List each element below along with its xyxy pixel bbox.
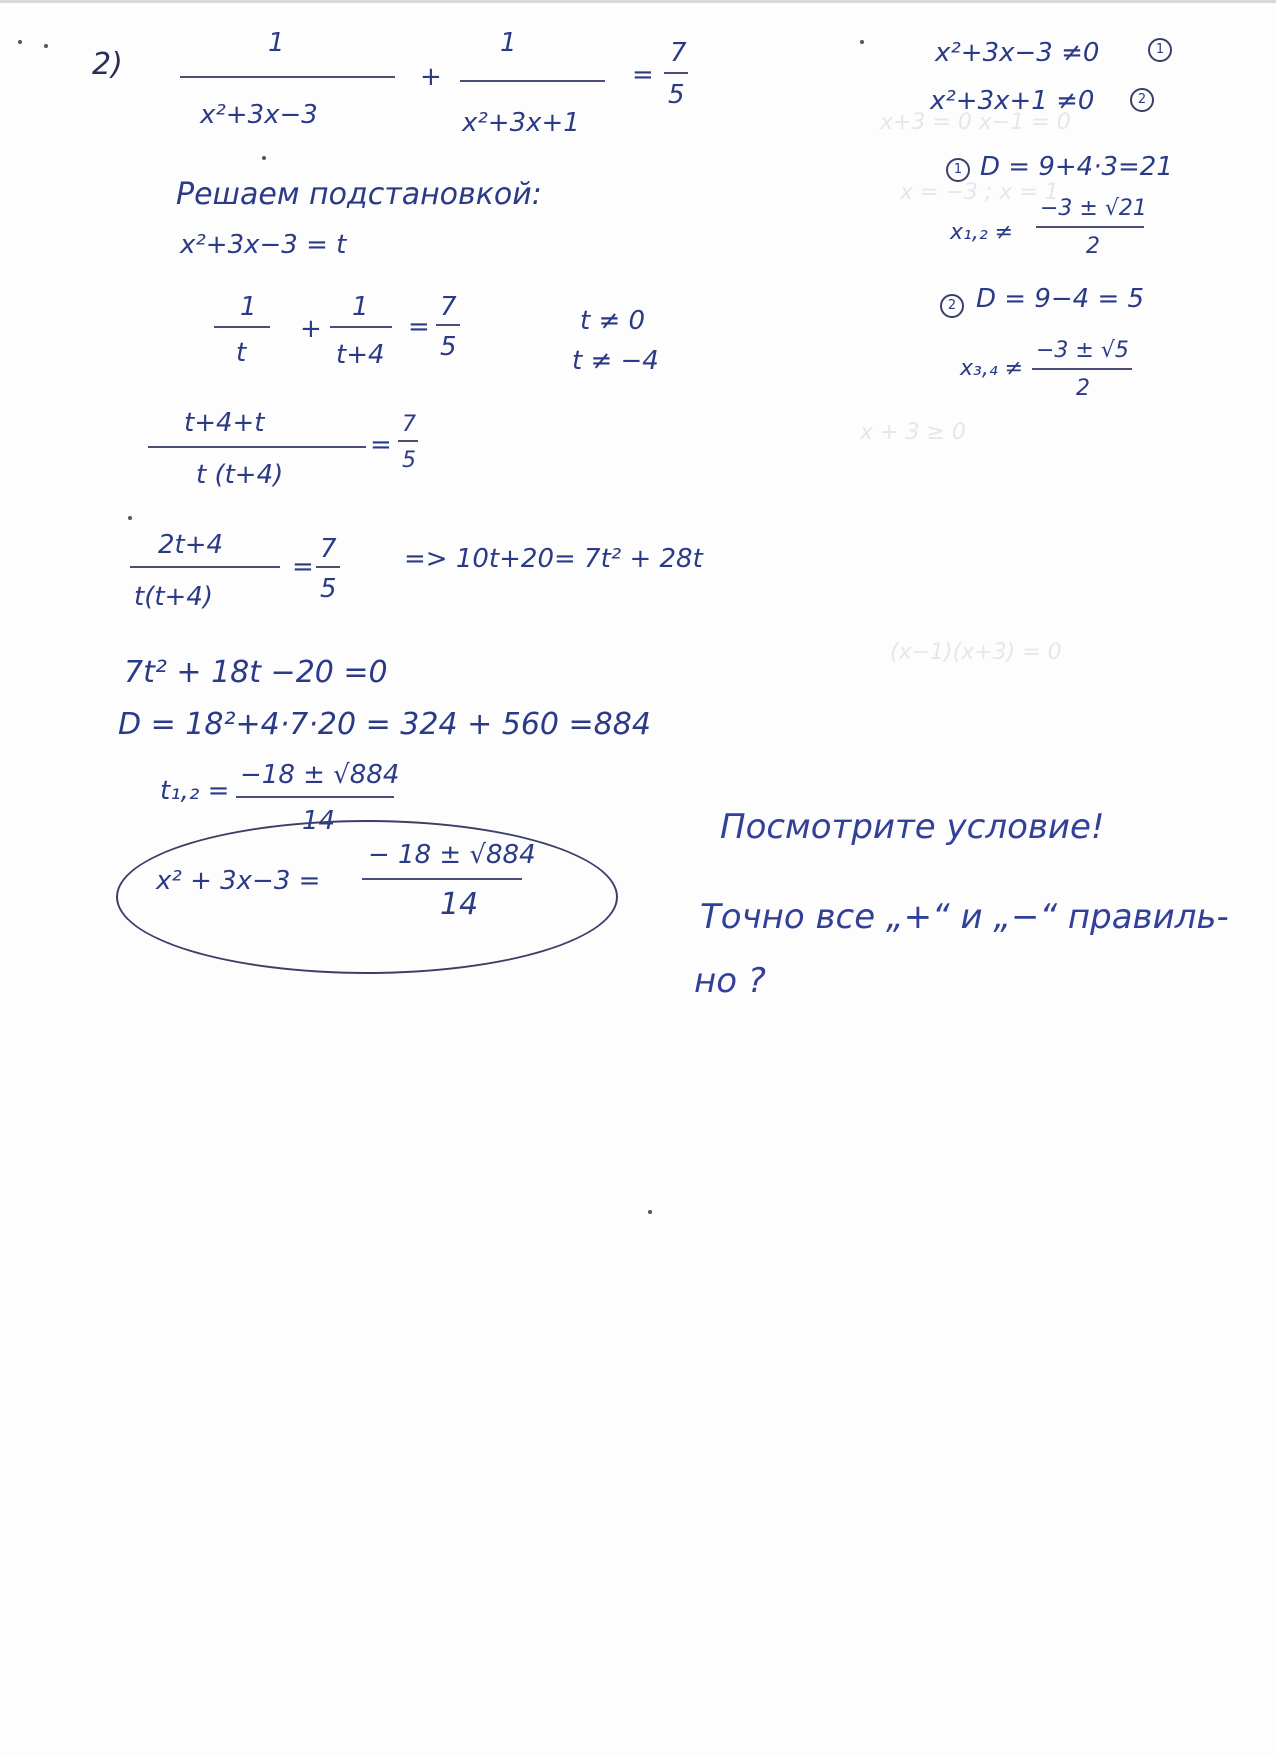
scan-edge [0,0,1276,3]
step3-rhs-denominator: 5 [320,574,337,604]
step2-rhs-numerator: 7 [402,412,416,437]
eq-t-rhs-bar [436,324,460,326]
problem-rhs-bar [664,72,688,74]
excluded-roots-2-lhs: x₃,₄ ≠ [960,356,1024,381]
solution-heading: Решаем подстановкой: [176,177,542,212]
step3-bar [130,566,280,568]
domain-condition-1: x²+3x−3 ≠0 [935,38,1100,68]
show-through-text: x+3 = 0 x−1 = 0 [880,110,1071,135]
problem-plus-sign: + [420,62,442,92]
t-roots-bar [236,796,394,798]
final-equation-bar [362,878,522,880]
scan-dot [18,40,22,44]
final-equation-lhs: x² + 3x−3 = [156,866,321,896]
quadratic-equation: 7t² + 18t −20 =0 [124,655,388,690]
excluded-roots-1-denominator: 2 [1086,234,1100,259]
scan-dot [860,40,864,44]
scan-dot [648,1210,652,1214]
excluded-roots-2-bar [1032,368,1132,370]
excluded-roots-1-lhs: x₁,₂ ≠ [950,220,1014,245]
scan-dot [128,516,132,520]
t-roots-denominator: 14 [302,806,336,836]
problem-fraction1-bar [180,76,395,78]
problem-fraction2-bar [460,80,605,82]
domain-condition-2: x²+3x+1 ≠0 [930,86,1095,116]
final-equation-denominator: 14 [440,887,479,922]
excluded-roots-2-numerator: −3 ± √5 [1036,338,1129,363]
teacher-comment-line3: но ? [694,961,766,1001]
step3-denominator: t(t+4) [134,582,214,612]
problem-number: 2) [92,47,123,82]
step2-denominator: t (t+4) [196,460,284,490]
step3-numerator: 2t+4 [158,530,224,560]
problem-equals-sign: = [632,60,654,90]
show-through-text: x = −3 ; x = 1 [900,180,1059,205]
problem-rhs-numerator: 7 [670,38,687,68]
eq-t-fraction2-denominator: t+4 [336,340,385,370]
eq-t-rhs-denominator: 5 [440,332,457,362]
eq-t-rhs-numerator: 7 [440,292,457,322]
eq-t-fraction2-bar [330,326,392,328]
discriminant-2: D = 9−4 = 5 [976,284,1145,314]
step2-rhs-denominator: 5 [402,448,416,473]
eq-t-fraction1-denominator: t [236,338,247,368]
step3-cleared-equation: => 10t+20= 7t² + 28t [404,544,703,574]
final-equation-numerator: − 18 ± √884 [368,840,536,870]
show-through-text: x + 3 ≥ 0 [860,420,966,445]
show-through-text: (x−1)(x+3) = 0 [890,640,1062,665]
step2-equals-sign: = [370,430,392,460]
discriminant-2-marker: 2 [940,294,964,318]
problem-fraction2-denominator: x²+3x+1 [462,108,580,138]
final-equation-circle [116,820,618,974]
problem-fraction2-numerator: 1 [500,28,517,58]
substitution-definition: x²+3x−3 = t [180,230,347,260]
discriminant-1: D = 9+4·3=21 [980,152,1173,182]
eq-t-equals-sign: = [408,312,430,342]
problem-fraction1-denominator: x²+3x−3 [200,100,318,130]
step3-rhs-bar [316,566,340,568]
t-restriction-1: t ≠ 0 [580,306,646,336]
excluded-roots-2-denominator: 2 [1076,376,1090,401]
step2-rhs-bar [398,440,418,442]
scan-dot [44,44,48,48]
t-roots-numerator: −18 ± √884 [240,760,400,790]
t-restriction-2: t ≠ −4 [572,346,659,376]
step3-rhs-numerator: 7 [320,534,337,564]
eq-t-fraction2-numerator: 1 [352,292,369,322]
excluded-roots-1-bar [1036,226,1144,228]
eq-t-plus-sign: + [300,314,322,344]
teacher-comment-line1: Посмотрите условие! [720,807,1105,847]
step2-numerator: t+4+t [184,408,265,438]
scan-dot [262,156,266,160]
condition-2-marker: 2 [1130,88,1154,112]
excluded-roots-1-numerator: −3 ± √21 [1040,196,1147,221]
step2-bar [148,446,366,448]
step3-equals-sign: = [292,552,314,582]
eq-t-fraction1-numerator: 1 [240,292,257,322]
t-roots-lhs: t₁,₂ = [160,776,230,806]
eq-t-fraction1-bar [214,326,270,328]
problem-fraction1-numerator: 1 [268,28,285,58]
condition-1-marker: 1 [1148,38,1172,62]
discriminant-1-marker: 1 [946,158,970,182]
discriminant-main: D = 18²+4·7·20 = 324 + 560 =884 [118,707,651,742]
teacher-comment-line2: Точно все „+“ и „−“ правиль- [700,897,1229,937]
problem-rhs-denominator: 5 [668,80,685,110]
